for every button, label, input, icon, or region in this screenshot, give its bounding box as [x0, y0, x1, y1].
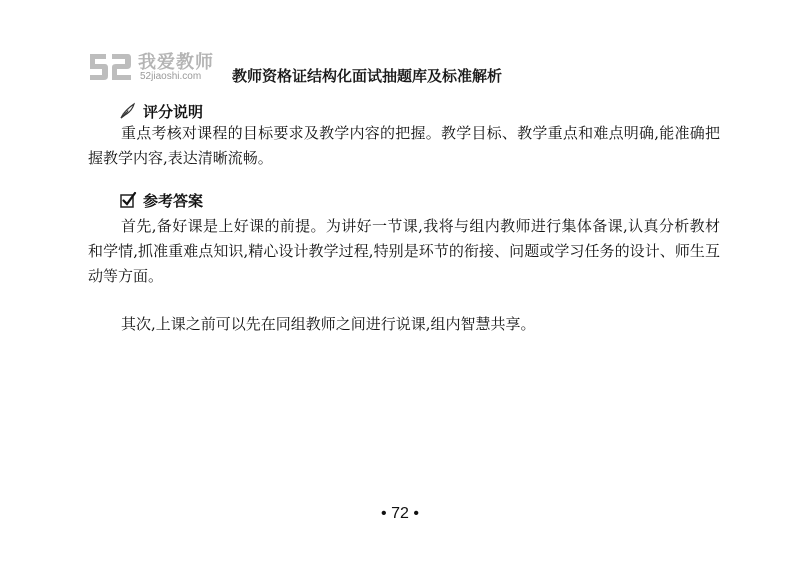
paragraph: 首先,备好课是上好课的前提。为讲好一节课,我将与组内教师进行集体备课,认真分析教材和学情,抓准重难点知识,精心设计教学过程,特别是环节的衔接、问题或学习任务的设计、师生互动等方面。: [88, 217, 720, 285]
quill-icon: [119, 102, 137, 120]
logo-text-domain: 52jiaoshi.com: [140, 71, 202, 82]
section-heading-answer: [119, 189, 203, 211]
book-title: 教师资格证结构化面试抽题库及标准解析: [232, 67, 503, 85]
section-title: 参考答案: [143, 191, 204, 210]
checkbox-icon: [119, 191, 137, 209]
page-header: [86, 46, 646, 90]
paragraph: 重点考核对课程的目标要求及教学内容的把握。教学目标、教学重点和难点明确,能准确把握教学内容,表达清晰流畅。: [88, 124, 720, 167]
section-heading-scoring: [119, 100, 203, 122]
site-logo: [86, 46, 226, 90]
page-number: • 72 •: [381, 505, 419, 522]
logo-52-icon: [86, 50, 134, 84]
section-title: 评分说明: [143, 102, 204, 121]
paragraph: 其次,上课之前可以先在同组教师之间进行说课,组内智慧共享。: [121, 315, 536, 333]
logo-text-cn: 我爱教师: [138, 52, 214, 73]
